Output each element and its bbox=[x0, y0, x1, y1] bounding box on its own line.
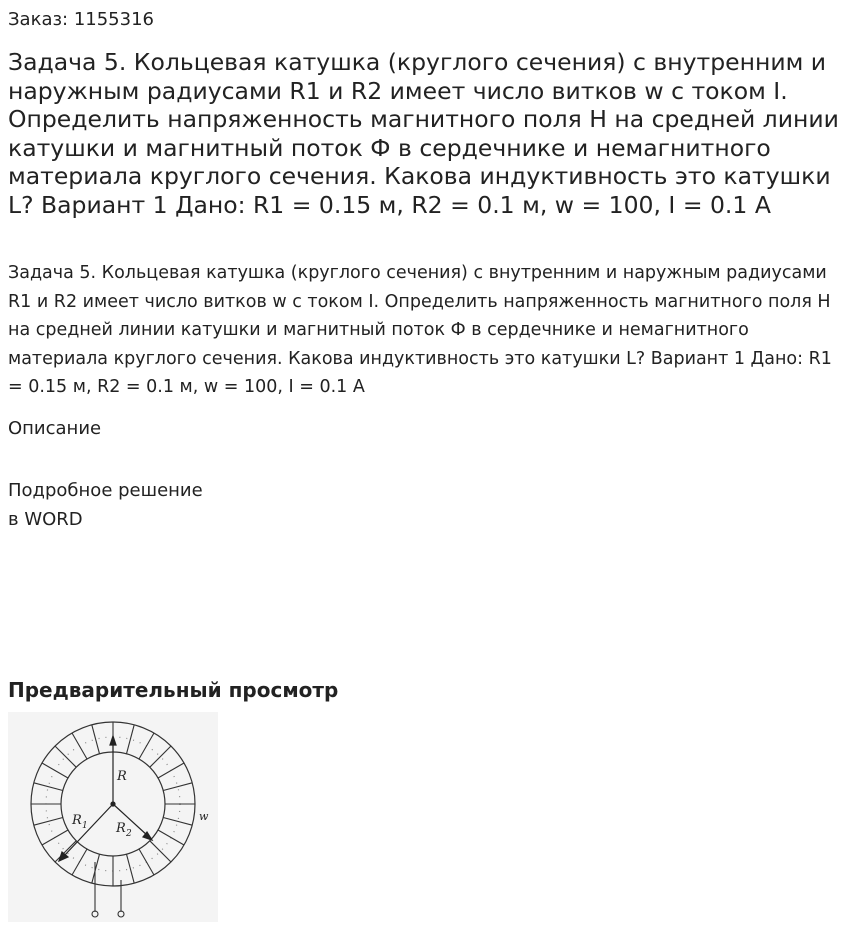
label-r1: R bbox=[72, 813, 82, 828]
winding-turn bbox=[34, 783, 63, 791]
winding-turn bbox=[158, 830, 184, 845]
task-text: Задача 5. Кольцевая катушка (круглого сечения) с внутренним и наружным радиусами R1 и R2 имеет число витков w с током I. Определить напряженность магнитного поля H на средней линии катушки и магнитный поток Ф в сердечнике и немагнитного материала круглого сечения. Какова индуктивность это катушки L? Вариант 1 Дано: R1 = 0.15 м, R2 = 0.1 м, w = 100, I = 0.1 А bbox=[8, 263, 832, 397]
winding-turn bbox=[42, 763, 68, 778]
preview-image bbox=[8, 712, 218, 922]
winding-turn bbox=[163, 783, 192, 791]
winding-turn bbox=[55, 841, 76, 862]
label-r2-sub: 2 bbox=[126, 829, 132, 839]
winding-turn bbox=[127, 854, 135, 883]
label-r: R bbox=[117, 769, 127, 784]
winding-turn bbox=[92, 854, 100, 883]
winding-turn bbox=[72, 849, 87, 875]
preview-title: Предварительный просмотр bbox=[8, 678, 339, 702]
toroid-coil-diagram bbox=[8, 712, 218, 922]
winding-turn bbox=[139, 849, 154, 875]
winding-turn bbox=[92, 725, 100, 754]
winding-turn bbox=[34, 818, 63, 826]
winding-turn bbox=[150, 746, 171, 767]
label-r2: R bbox=[116, 821, 126, 836]
winding-turn bbox=[42, 830, 68, 845]
winding-turn bbox=[72, 733, 87, 759]
label-r1-sub: 1 bbox=[82, 821, 88, 831]
winding-turn bbox=[158, 763, 184, 778]
description-line-1: Подробное решение bbox=[8, 480, 203, 501]
winding-turn bbox=[150, 841, 171, 862]
winding-turn bbox=[127, 725, 135, 754]
winding-turn bbox=[139, 733, 154, 759]
description-label: Описание bbox=[8, 418, 102, 439]
winding-turn bbox=[55, 746, 76, 767]
winding-turn bbox=[163, 818, 192, 826]
order-number: Заказ: 1155316 bbox=[8, 9, 154, 30]
task-title: Задача 5. Кольцевая катушка (круглого сечения) с внутренним и наружным радиусами R1 и R2 имеет число витков w с током I. Определить напряженность магнитного поля H на средней линии катушки и магнитный поток Ф в сердечнике и немагнитного материала круглого сечения. Какова индуктивность это катушки L? Вариант 1 Дано: R1 = 0.15 м, R2 = 0.1 м, w = 100, I = 0.1 А bbox=[8, 48, 839, 219]
label-w: w bbox=[199, 810, 209, 823]
description-line-2: в WORD bbox=[8, 509, 83, 530]
